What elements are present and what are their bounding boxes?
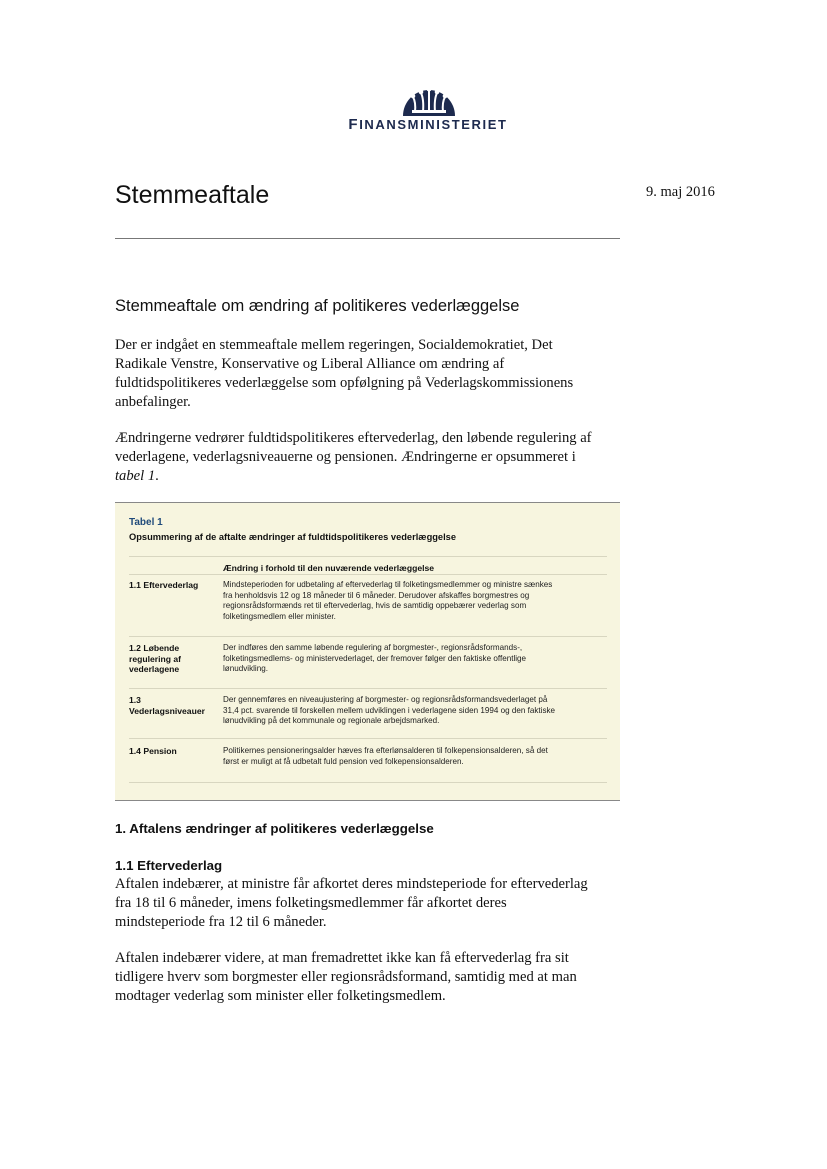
text-line: fra 18 til 6 måneder, imens folketingsmedlemmer får afkortet deres	[115, 895, 507, 911]
text-line: tidligere hverv som borgmester eller regionsrådsformand, samtidig med at man	[115, 969, 577, 985]
changes-paragraph	[115, 429, 625, 486]
text-line: Ændringerne vedrører fuldtidspolitikeres eftervederlag, den løbende regulering af	[115, 430, 592, 446]
table-divider	[129, 636, 607, 637]
table-row-text: Politikernes pensioneringsalder hæves fra efterlønsalderen til folkepensionsalderen, så det først er muligt at få udbetalt fuld pension ved folkepensionsalderen.	[223, 746, 548, 766]
text-line: fuldtidspolitikeres vederlæggelse som opfølgning på Vederlagskommissionens	[115, 375, 574, 391]
table-row-label: 1.3 Vederlagsniveauer	[129, 695, 205, 716]
eftervederlag-paragraph-2	[115, 949, 625, 1006]
table-reference: tabel 1	[115, 468, 156, 484]
table-row-text: Mindsteperioden for udbetaling af eftervederlag til folketingsmedlemmer og ministre sænkes fra henholdsvis 12 og 18 måneder til 6 måneder. Derudover afskaffes borgmestres og regionsrådsformænds ret til eftervederlag, hvis de samtidig oppebærer vederlag som folketingsmedlem eller minister.	[223, 580, 553, 621]
table-divider	[129, 782, 607, 783]
table-row-label: 1.4 Pension	[129, 746, 177, 756]
section-heading: 1. Aftalens ændringer af politikeres vederlæggelse	[115, 821, 434, 836]
table-divider	[129, 556, 607, 557]
logo-wordmark	[333, 116, 523, 133]
table-column-header: Ændring i forhold til den nuværende vederlæggelse	[223, 563, 435, 573]
crown-logo-icon	[401, 82, 457, 116]
text-line: vederlagene, vederlagsniveauerne og pensionen. Ændringerne er opsummeret i	[115, 449, 576, 465]
text-line: Aftalen indebærer, at ministre får afkortet deres mindsteperiode for eftervederlag	[115, 876, 588, 892]
table-divider	[129, 574, 607, 575]
eftervederlag-paragraph-1	[115, 875, 625, 932]
table-row-text: Der gennemføres en niveaujustering af borgmester- og regionsrådsformandsvederlaget på 31,4 pct. svarende til forskellen mellem udviklingen i vederlagene siden 1994 og den faktiske lønudvikling på det kommunale og regionale arbejdsmarked.	[223, 695, 556, 726]
text-line: Radikale Venstre, Konservative og Liberal Alliance om ændring af	[115, 356, 505, 372]
document-subtitle: Stemmeaftale om ændring af politikeres vederlæggelse	[115, 297, 520, 315]
text-line: Der er indgået en stemmeaftale mellem regeringen, Socialdemokratiet, Det	[115, 337, 553, 353]
document-date: 9. maj 2016	[646, 184, 715, 200]
table-row-label: 1.1 Eftervederlag	[129, 580, 199, 590]
logo-initial: F	[348, 116, 360, 133]
table-reference-suffix: .	[155, 468, 159, 484]
logo-rest: INANSMINISTERIET	[359, 117, 508, 132]
document-title: Stemmeaftale	[115, 181, 270, 209]
text-line	[115, 467, 625, 486]
table-divider	[129, 688, 607, 689]
subsection-heading: 1.1 Eftervederlag	[115, 858, 223, 873]
text-line: Aftalen indebærer videre, at man fremadrettet ikke kan få eftervederlag fra sit	[115, 950, 569, 966]
text-line: anbefalinger.	[115, 394, 191, 410]
table-title: Opsummering af de aftalte ændringer af fuldtidspolitikeres vederlæggelse	[129, 532, 457, 542]
text-line: mindsteperiode fra 12 til 6 måneder.	[115, 914, 327, 930]
intro-paragraph	[115, 336, 625, 412]
title-divider	[115, 238, 620, 239]
table-label: Tabel 1	[129, 517, 163, 528]
table-divider	[129, 738, 607, 739]
text-line: modtager vederlag som minister eller folketingsmedlem.	[115, 988, 446, 1004]
table-row-text: Der indføres den samme løbende regulering af borgmester-, regionsrådsformands-, folketingsmedlems- og ministervederlaget, der fremover følger den faktiske offentlige lønudvikling.	[223, 643, 527, 674]
table-row-label: 1.2 Løbende regulering af vederlagene	[129, 643, 182, 675]
